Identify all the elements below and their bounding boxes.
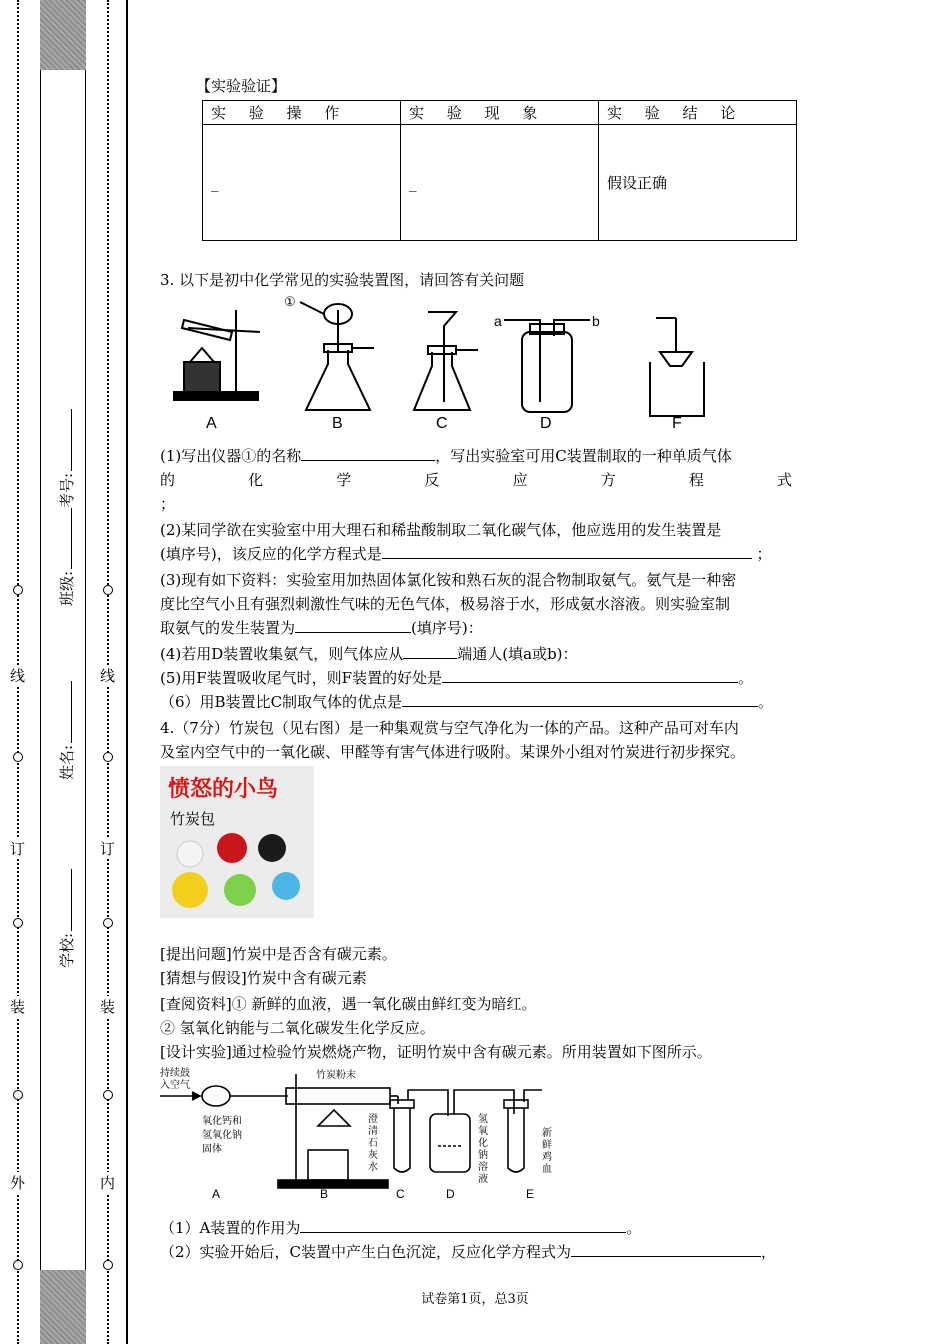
photo-subtitle: 竹炭包	[170, 810, 216, 828]
q3-part1-line1: (1)写出仪器①的名称 ，写出实验室可用C装置制取的一种单质气体	[160, 447, 732, 465]
q4-section-hypothesis: [猜想与假设]竹炭中含有碳元素	[160, 969, 367, 987]
fig-c-desc: 清	[368, 1126, 378, 1137]
gutter-hole	[103, 918, 113, 928]
drying-tube-a	[202, 1086, 230, 1106]
pig-green	[224, 874, 256, 906]
apparatus-a-base	[174, 392, 258, 400]
q4-figure-label: C	[396, 1187, 405, 1201]
bird-blue	[272, 872, 300, 900]
absorption-bottle-d	[430, 1114, 470, 1172]
q4-stem-line2: 及室内空气中的一氧化碳、甲醛等有害气体进行吸附。某课外小组对竹炭进行初步探究。	[160, 743, 746, 761]
fig-a-desc: 氢氧化钠	[202, 1130, 242, 1141]
q3-figure-label: C	[436, 415, 448, 432]
fig-e-desc: 鸡	[542, 1152, 552, 1163]
fig-e-desc: 鲜	[542, 1140, 552, 1151]
gutter-hole	[13, 585, 23, 595]
fig-c-desc: 澄	[368, 1114, 378, 1125]
fig-d-desc: 液	[478, 1174, 488, 1185]
fig-d-desc: 化	[478, 1138, 488, 1149]
apparatus-d-bottle	[522, 332, 572, 412]
gutter-hole	[13, 1260, 23, 1270]
q3-figure-label: F	[672, 415, 682, 432]
apparatus-f-beaker	[650, 362, 704, 416]
q3-part3-line2: 度比空气小且有强烈刺激性气味的无色气体，极易溶于水，形成氨水溶液。则实验室制	[160, 595, 731, 613]
fig-c-desc: 水	[368, 1162, 378, 1173]
gutter-hole	[13, 752, 23, 762]
student-field-number: 考号:	[56, 407, 77, 508]
q3-part3-line3: 取氨气的发生装置为 (填序号)：	[160, 619, 483, 637]
q4-figure-label: E	[526, 1187, 535, 1201]
q4-figure-label: B	[320, 1187, 329, 1201]
apparatus-b-flask	[306, 350, 370, 410]
fig-a-desc: 氧化钙和	[202, 1116, 242, 1127]
gutter-mark-outer: 外	[10, 1174, 26, 1192]
test-tube-e	[508, 1108, 524, 1172]
bird-yellow	[172, 872, 208, 908]
q3-part1-line2: 的 化 学 反 应 方 程 式	[160, 471, 792, 489]
gutter-white-panel	[40, 70, 86, 1270]
table-header-phenomenon: 实 验 现 象	[401, 101, 599, 125]
fig-a-desc: 固体	[202, 1144, 222, 1155]
table-cell-operation: _	[203, 125, 401, 241]
q4-section-design: [设计实验]通过检验竹炭燃烧产物，证明竹炭中含有碳元素。所用装置如下图所示。	[160, 1043, 712, 1061]
q4-part1: （1）A装置的作用为 。	[160, 1219, 642, 1237]
q3-part3-line1: (3)现有如下资料：实验室用加热固体氯化铵和熟石灰的混合物制取氨气。氨气是一种密	[160, 571, 737, 589]
gutter-hole	[103, 752, 113, 762]
gutter-hole	[103, 1260, 113, 1270]
fig-d-desc: 溶	[478, 1162, 488, 1173]
q3-apparatus-figure	[160, 292, 720, 432]
q3-figure-label: A	[206, 415, 217, 432]
fig-c-desc: 石	[368, 1138, 378, 1149]
q3-stem: 3. 以下是初中化学常见的实验装置图，请回答有关问题	[160, 271, 525, 289]
page-footer: 试卷第1页，总3页	[421, 1292, 529, 1307]
experiment-table	[202, 100, 797, 241]
q3-part6: （6）用B装置比C制取气体的优点是 。	[160, 693, 774, 711]
q3-figure-label: B	[332, 415, 343, 432]
q3-part1-line3: ；	[160, 495, 176, 513]
gutter-hole	[13, 918, 23, 928]
q3-mark-a: a	[494, 313, 502, 329]
fig-powder-label: 竹炭粉末	[316, 1070, 356, 1081]
gutter-gray-bar	[40, 0, 86, 1344]
q4-part2: （2）实验开始后，C装置中产生白色沉淀，反应化学方程式为 ，	[160, 1243, 777, 1261]
bird-black	[258, 834, 286, 862]
gutter-mark-outer: 订	[10, 840, 26, 858]
combustion-tube-b	[286, 1088, 390, 1104]
q3-mark-circle1: ①	[284, 294, 296, 309]
student-field-name: 姓名:	[56, 679, 77, 780]
gutter-mark-inner: 订	[100, 840, 116, 858]
fig-air-label: 入空气	[160, 1080, 190, 1091]
fig-d-desc: 氢	[478, 1114, 488, 1125]
table-header-conclusion: 实 验 结 论	[599, 101, 797, 125]
q4-figure-label: D	[446, 1187, 455, 1201]
bird-white	[177, 841, 203, 867]
fig-e-desc: 新	[542, 1128, 552, 1139]
fig-e-desc: 血	[542, 1164, 552, 1175]
table-header-operation: 实 验 操 作	[203, 101, 401, 125]
q3-part5: (5)用F装置吸收尾气时，则F装置的好处是 。	[160, 669, 754, 687]
gutter-mark-outer: 装	[10, 998, 26, 1016]
apparatus-f-funnel	[660, 352, 692, 366]
q4-section-reference-1: [查阅资料]① 新鲜的血液，遇一氧化碳由鲜红变为暗红。	[160, 995, 537, 1013]
gutter-hole	[103, 585, 113, 595]
fig-air-label: 持续鼓	[160, 1068, 190, 1079]
q3-part4: (4)若用D装置收集氨气，则气体应从 端通人(填a或b)：	[160, 645, 578, 663]
q3-mark-b: b	[592, 313, 600, 329]
q4-section-reference-2: ② 氢氧化钠能与二氧化碳发生化学反应。	[160, 1019, 435, 1037]
table-cell-conclusion: 假设正确	[599, 125, 797, 241]
gutter-mark-outer: 线	[10, 667, 26, 685]
student-field-class: 班级:	[56, 505, 77, 606]
photo-title: 愤怒的小鸟	[168, 777, 279, 802]
apparatus-c-flask	[414, 352, 470, 410]
q4-stem-line1: 4.（7分）竹炭包（见右图）是一种集观赏与空气净化为一体的产品。这种产品可对车内	[160, 719, 739, 737]
gutter-mark-inner: 线	[100, 667, 116, 685]
fig-c-desc: 灰	[368, 1150, 378, 1161]
bird-red	[217, 833, 247, 863]
fig-d-desc: 钠	[478, 1150, 488, 1161]
gutter-mark-inner: 内	[100, 1174, 116, 1192]
q3-figure-label: D	[540, 415, 552, 432]
q4-apparatus-figure	[158, 1064, 568, 1204]
gutter-mark-inner: 装	[100, 998, 116, 1016]
gutter-hole	[13, 1090, 23, 1100]
experiment-heading: 【实验验证】	[196, 77, 287, 95]
gutter-edge-line	[126, 0, 128, 1344]
q4-section-question: [提出问题]竹炭中是否含有碳元素。	[160, 945, 397, 963]
student-field-school: 学校:	[56, 867, 77, 968]
q4-figure-label: A	[212, 1187, 221, 1201]
q3-part2-line2: (填序号)，该反应的化学方程式是 ；	[160, 545, 772, 563]
table-cell-phenomenon: _	[401, 125, 599, 241]
q3-part2-line1: (2)某同学欲在实验室中用大理石和稀盐酸制取二氧化碳气体，他应选用的发生装置是	[160, 521, 722, 539]
fig-d-desc: 氧	[478, 1126, 488, 1137]
bamboo-charcoal-photo	[160, 766, 314, 918]
gutter-hole	[103, 1090, 113, 1100]
